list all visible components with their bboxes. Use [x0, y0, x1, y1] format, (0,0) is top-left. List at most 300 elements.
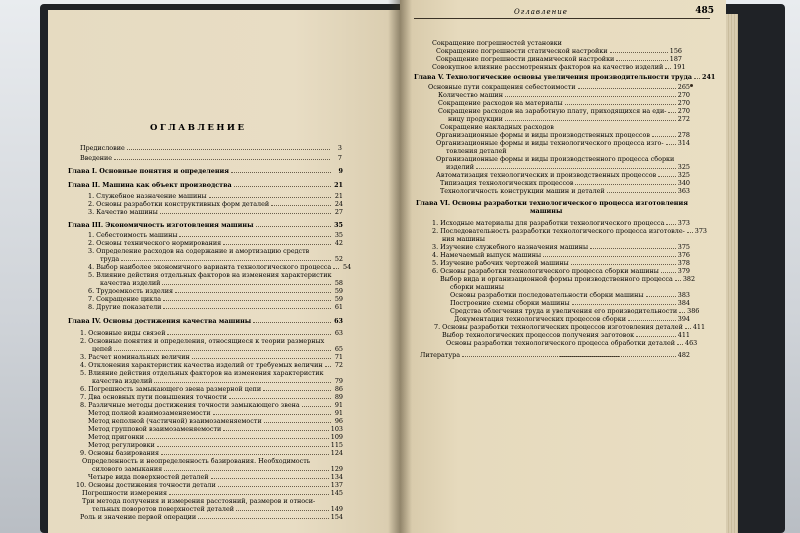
toc-entry-title: Сокращение погрешности динамической настройки: [436, 55, 615, 63]
page-edges: [726, 14, 738, 533]
leader-dots: [157, 446, 329, 447]
toc-page-number: 378: [677, 259, 690, 267]
toc-entry-title: Сокращение погрешности статической настройки: [436, 47, 608, 55]
toc-page-number: 7: [337, 154, 342, 162]
toc-entry: [432, 40, 682, 47]
toc-page-number: 379: [677, 267, 690, 275]
leader-dots: [154, 382, 331, 383]
toc-entry: [100, 256, 343, 263]
toc-entry: [92, 378, 343, 385]
toc-entry: [434, 323, 706, 331]
leader-dots: [505, 96, 676, 97]
toc-page-number: 61: [334, 303, 343, 311]
toc-entry-title: 5. Влияние действия отдельных факторов на изменения характеристик: [88, 271, 332, 279]
toc-page-number: 86: [334, 385, 343, 393]
toc-page-number: 35: [334, 221, 343, 229]
leader-dots: [163, 308, 331, 309]
leader-dots: [192, 358, 331, 359]
toc-page-number: 384: [677, 299, 690, 307]
toc-entry: [446, 164, 690, 171]
toc-entry: [88, 263, 352, 271]
toc-page-number: 383: [677, 291, 690, 299]
toc-entry: [450, 307, 700, 315]
leader-dots: [163, 300, 331, 301]
toc-entry: [436, 48, 682, 55]
toc-entry-title: Три метода получения и измерения расстояний, размеров и относи-: [82, 497, 316, 505]
toc-entry-title: качества изделий: [100, 279, 161, 287]
leader-dots: [213, 414, 331, 415]
toc-entry: [88, 272, 343, 279]
toc-chapter-entry: [530, 208, 590, 215]
leader-dots: [164, 470, 329, 471]
leader-dots: [607, 192, 676, 193]
toc-entry-title: 7. Сокращение цикла: [88, 295, 162, 303]
toc-entry: [88, 209, 343, 216]
book-spine: [388, 0, 412, 533]
running-head-title: Оглавление: [514, 8, 568, 16]
toc-page-number: 363: [677, 187, 690, 195]
toc-page-number: 270: [677, 91, 690, 99]
leader-dots: [628, 320, 676, 321]
toc-entry-title: 1. Основные виды связей: [80, 329, 166, 337]
leader-dots: [167, 334, 331, 335]
toc-entry-title: Метод групповой взаимозаменяемости: [88, 425, 222, 433]
toc-entry-title: Основы разработки технологического процесса обработки деталей: [446, 339, 676, 347]
toc-page-number: 149: [330, 505, 343, 513]
toc-page-number: 124: [330, 449, 343, 457]
toc-entry-title: 3. Изучение служебного назначения машины: [432, 243, 589, 251]
leader-dots: [146, 438, 329, 439]
toc-entry-title: 4. Намечаемый выпуск машины: [432, 251, 542, 259]
toc-entry-title: Введение: [80, 154, 113, 162]
toc-entry: [80, 338, 343, 345]
leader-dots: [679, 312, 685, 313]
toc-entry-title: 9. Основы базирования: [80, 449, 160, 457]
toc-entry-title: труда: [100, 255, 120, 263]
toc-entry-title: Сокращение накладных расходов: [440, 123, 554, 131]
toc-entry: [82, 498, 343, 505]
leader-dots: [575, 184, 675, 185]
toc-page-number: 373: [694, 227, 707, 235]
toc-entry: [80, 362, 343, 369]
leader-dots: [253, 322, 331, 323]
toc-entry: [432, 268, 690, 275]
leader-dots: [572, 304, 676, 305]
toc-entry-title: Определенность и неопределенность базирования. Необходимость: [82, 457, 311, 465]
toc-entry-title: 7. Основы разработки технологических процессов изготовления деталей: [434, 323, 683, 331]
header-rule: [414, 18, 710, 19]
toc-entry: [448, 116, 690, 123]
leader-dots: [161, 454, 329, 455]
leader-dots: [231, 172, 331, 173]
toc-page-number: 3: [337, 144, 342, 152]
toc-entry-title: Четыре вида поверхностей деталей: [88, 473, 209, 481]
toc-entry: [442, 236, 690, 243]
toc-page-number: 314: [677, 139, 690, 147]
toc-entry-title: Средства облегчения труда и увеличения его производительности: [450, 307, 678, 315]
toc-entry-title: Глава III. Экономичность изготовления машины: [68, 221, 254, 229]
toc-page-number: 96: [334, 417, 343, 425]
toc-entry: [432, 260, 690, 267]
leader-dots: [658, 176, 676, 177]
leader-dots: [211, 478, 329, 479]
toc-entry-title: Глава IV. Основы достижения качества машины: [68, 317, 252, 325]
leader-dots: [333, 268, 339, 269]
toc-entry: [80, 330, 343, 337]
toc-entry: [438, 100, 690, 107]
toc-entry-title: 2. Основы технического нормирования: [88, 239, 222, 247]
toc-page-number: 340: [677, 179, 690, 187]
toc-entry-title: Основные пути сокращения себестоимости: [428, 83, 576, 91]
leader-dots: [114, 350, 331, 351]
toc-page-number: 278: [677, 131, 690, 139]
toc-page-number: 411: [692, 323, 706, 331]
toc-entry-title: Автоматизация технологических и производственных процессов: [436, 171, 657, 179]
toc-entry-title: 3. Определение расходов на содержание и амортизацию средств: [88, 247, 310, 255]
toc-entry: [446, 148, 690, 155]
leader-dots: [160, 213, 331, 214]
leader-dots: [571, 264, 676, 265]
leader-dots: [578, 88, 676, 89]
toc-entry-title: Сокращение расходов на материалы: [438, 99, 563, 107]
toc-entry: [80, 402, 343, 409]
toc-entry-title: 3. Качество машины: [88, 208, 158, 216]
toc-page-number: 35: [334, 231, 343, 239]
toc-entry-title: 4. Отклонения характеристик качества изделий от требуемых величин: [80, 361, 323, 369]
toc-page-number: 134: [330, 473, 343, 481]
toc-entry-title: Глава II. Машина как объект производства: [68, 181, 232, 189]
leader-dots: [162, 284, 331, 285]
toc-page-number: 24: [334, 200, 343, 208]
leader-dots: [229, 398, 331, 399]
leader-dots: [179, 236, 331, 237]
toc-page-number: 115: [330, 441, 343, 449]
toc-entry: [88, 474, 343, 481]
leader-dots: [694, 78, 700, 79]
toc-page-number: 154: [330, 513, 343, 521]
toc-entry-title: Типизация технологических процессов: [440, 179, 574, 187]
toc-entry-title: 6. Погрешность замыкающего звена размерной цепи: [80, 385, 262, 393]
toc-entry-title: Метод регулировки: [88, 441, 155, 449]
toc-entry: [80, 450, 343, 457]
toc-page-number: 376: [677, 251, 690, 259]
toc-entry-title: Глава VI. Основы разработки технологического процесса изготовления: [416, 199, 688, 207]
toc-entry: [88, 434, 343, 441]
toc-chapter-entry: [416, 200, 692, 207]
toc-page-number: 52: [334, 255, 343, 263]
toc-page-number: 89: [334, 393, 343, 401]
toc-page-number: 373: [677, 219, 690, 227]
leader-dots: [687, 232, 693, 233]
toc-page-number: 145: [330, 489, 343, 497]
toc-page-number: 265: [677, 83, 690, 91]
toc-entry: [450, 292, 690, 299]
leader-dots: [675, 280, 681, 281]
leader-dots: [652, 136, 676, 137]
leader-dots: [198, 518, 329, 519]
toc-entry-title: 6. Трудоемкость изделия: [88, 287, 174, 295]
toc-entry-title: Технологичность конструкции машин и деталей: [440, 187, 605, 195]
toc-entry-title: Метод полной взаимозаменяемости: [88, 409, 211, 417]
toc-entry-title: тельных поворотов поверхностей деталей: [92, 505, 234, 513]
toc-entry: [80, 370, 343, 377]
leader-dots: [505, 120, 676, 121]
toc-page-number: 21: [334, 181, 343, 189]
toc-entry-title: машины: [530, 207, 563, 215]
toc-page-number: 482: [677, 351, 690, 359]
toc-entry: [92, 506, 343, 513]
leader-dots: [636, 336, 676, 337]
toc-entry: [440, 188, 690, 195]
toc-entry: [432, 252, 690, 259]
toc-entry: [438, 108, 690, 115]
toc-entry-title: Метод неполной (частичной) взаимозаменяемости: [88, 417, 262, 425]
toc-entry: [100, 280, 343, 287]
toc-entry-title: Основы разработки последовательности сборки машины: [450, 291, 644, 299]
toc-page-number: 79: [334, 377, 343, 385]
toc-entry-title: сборки машины: [450, 283, 504, 291]
toc-entry: [82, 458, 343, 465]
toc-page-number: 411: [677, 331, 690, 339]
toc-entry-title: Совокупное влияние рассмотренных факторов на качество изделий: [432, 63, 664, 71]
leader-dots: [236, 510, 329, 511]
toc-entry-title: 6. Основы разработки технологического процесса сборки машины: [432, 267, 659, 275]
toc-page-number: 109: [330, 433, 343, 441]
toc-entry-title: Сокращение расходов на заработную плату, приходящихся на еди-: [438, 107, 667, 115]
toc-page-number: 72: [334, 361, 343, 369]
toc-entry-title: Метод пригонки: [88, 433, 144, 441]
toc-entry-title: 1. Служебное назначение машины: [88, 192, 207, 200]
toc-page-number: 375: [677, 243, 690, 251]
leader-dots: [302, 406, 331, 407]
toc-page-number: 325: [677, 163, 690, 171]
toc-entry: [80, 514, 343, 521]
leader-dots: [263, 390, 331, 391]
toc-entry: [446, 339, 698, 347]
leader-dots: [223, 244, 331, 245]
toc-entry: [438, 92, 690, 99]
leader-dots: [476, 168, 676, 169]
leader-dots: [462, 356, 676, 357]
leader-dots: [543, 256, 676, 257]
leader-dots: [121, 260, 331, 261]
leader-dots: [616, 60, 667, 61]
toc-entry: [80, 386, 343, 393]
toc-entry: [88, 410, 343, 417]
toc-page-number: 59: [334, 287, 343, 295]
toc-entry: [436, 140, 690, 147]
toc-chapter-entry: [68, 168, 343, 175]
toc-entry: [450, 300, 690, 307]
leader-dots: [565, 104, 676, 105]
toc-entry: [440, 275, 696, 283]
toc-page-number: 382: [682, 275, 696, 283]
toc-entry: [432, 63, 686, 71]
ink-blot: [690, 84, 693, 87]
toc-page-number: 27: [334, 208, 343, 216]
leader-dots: [666, 144, 676, 145]
toc-entry-title: 2. Основы разработки конструктивных форм деталей: [88, 200, 270, 208]
toc-entry: [436, 156, 690, 163]
leader-dots: [169, 494, 329, 495]
toc-entry: [88, 418, 343, 425]
toc-entry-title: 5. Влияние действия отдельных факторов на изменения характеристик: [80, 369, 324, 377]
toc-entry-title: 1. Исходные материалы для разработки технологического процесса: [432, 219, 665, 227]
toc-page-number: 63: [334, 317, 343, 325]
toc-page-number: 9: [338, 167, 343, 175]
toc-entry: [80, 354, 343, 361]
toc-entry: [88, 232, 343, 239]
toc-entry: [80, 145, 342, 152]
toc-entry: [92, 346, 343, 353]
toc-entry: [88, 248, 343, 255]
toc-entry-title: Построение схемы сборки машины: [450, 299, 570, 307]
toc-entry: [442, 332, 690, 339]
toc-entry-title: 10. Основы достижения точности детали: [76, 481, 216, 489]
toc-entry: [88, 193, 343, 200]
toc-entry: [80, 155, 342, 162]
toc-page-number: 241: [702, 73, 716, 81]
toc-entry: [88, 288, 343, 295]
toc-entry-title: Организационные формы и виды технологического процесса изго-: [436, 139, 664, 147]
toc-entry-title: 4. Выбор наиболее экономичного варианта технологического процесса: [88, 263, 332, 271]
toc-page-number: 58: [334, 279, 343, 287]
toc-entry-title: 1. Себестоимость машины: [88, 231, 178, 239]
toc-entry-title: изделий: [446, 163, 475, 171]
toc-entry-title: 8. Другие показатели: [88, 303, 162, 311]
leader-dots: [271, 205, 331, 206]
toc-entry: [440, 124, 690, 131]
toc-page-number: 71: [334, 353, 343, 361]
toc-entry: [92, 466, 343, 473]
toc-page-number: 156: [669, 47, 682, 55]
leader-dots: [256, 226, 332, 227]
leader-dots: [661, 272, 676, 273]
toc-entry-title: 2. Последовательность разработки технологического процесса изготовле-: [432, 227, 685, 235]
toc-chapter-entry: [68, 182, 343, 189]
page-number: 485: [695, 6, 714, 16]
leader-dots: [114, 159, 330, 160]
leader-dots: [610, 52, 668, 53]
toc-page-number: 137: [330, 481, 343, 489]
toc-entry-title: 8. Различные методы достижения точности замыкающего звена: [80, 401, 300, 409]
toc-chapter-entry: [68, 318, 343, 325]
toc-page-number: 91: [334, 409, 343, 417]
toc-entry: [88, 296, 343, 303]
toc-entry: [88, 240, 343, 247]
leader-dots: [677, 344, 683, 345]
running-header: [400, 0, 726, 40]
toc-chapter-entry: [414, 73, 716, 81]
toc-page-number: 325: [677, 171, 690, 179]
toc-entry: [88, 442, 343, 449]
leader-dots: [666, 224, 675, 225]
toc-entry-title: Литература: [420, 351, 461, 359]
toc-entry: [428, 84, 690, 91]
toc-entry-title: цепей: [92, 345, 113, 353]
leader-dots: [325, 366, 331, 367]
toc-entry: [450, 284, 690, 291]
toc-entry: [440, 180, 690, 187]
toc-entry: [80, 394, 343, 401]
leader-dots: [234, 186, 331, 187]
toc-entry-title: Сокращение погрешностей установки: [432, 39, 562, 47]
toc-entry-title: 3. Расчет номинальных величин: [80, 353, 190, 361]
toc-entry: [432, 227, 707, 235]
toc-page-number: 386: [687, 307, 700, 315]
toc-entry: [436, 56, 682, 63]
leader-dots: [218, 486, 329, 487]
leader-dots: [223, 430, 329, 431]
leader-dots: [590, 248, 676, 249]
leader-dots: [668, 112, 675, 113]
toc-entry: [88, 201, 343, 208]
toc-entry-title: Погрешности измерения: [82, 489, 168, 497]
toc-page-number: 91: [334, 401, 343, 409]
toc-entry-title: Глава I. Основные понятия и определения: [68, 167, 229, 175]
toc-entry-title: товления деталей: [446, 147, 507, 155]
leader-dots: [127, 149, 330, 150]
toc-entry-title: качества изделий: [92, 377, 153, 385]
toc-page-number: 21: [334, 192, 343, 200]
leader-dots: [209, 197, 331, 198]
toc-entry: [82, 490, 343, 497]
toc-entry-title: Предисловие: [80, 144, 125, 152]
toc-page-number: 129: [330, 465, 343, 473]
toc-page-number: 191: [673, 63, 686, 71]
toc-entry: [76, 482, 343, 489]
toc-page-number: 463: [685, 339, 698, 347]
toc-entry-title: ницу продукции: [448, 115, 503, 123]
toc-page-number: 270: [677, 107, 690, 115]
toc-page-number: 272: [677, 115, 690, 123]
toc-heading: ОГЛАВЛЕНИЕ: [150, 123, 247, 133]
leader-dots: [264, 422, 331, 423]
toc-entry-title: Организационные формы и виды производственных процессов: [436, 131, 650, 139]
toc-entry-title: Роль и значение первой операции: [80, 513, 197, 521]
toc-entry: [88, 426, 343, 433]
toc-entry-title: Количество машин: [438, 91, 503, 99]
toc-entry-title: Выбор технологических процессов получения заготовок: [442, 331, 635, 339]
toc-entry: [436, 172, 690, 179]
toc-entry: [454, 316, 690, 323]
leader-dots: [646, 296, 676, 297]
toc-entry: [432, 220, 690, 227]
toc-entry-title: 2. Основные понятия и определения, относящиеся к теории размерных: [80, 337, 325, 345]
toc-entry: [88, 304, 343, 311]
toc-page-number: 65: [334, 345, 343, 353]
toc-entry-title: Организационные формы и виды производственного процесса сборки: [436, 155, 675, 163]
toc-entry-title: 5. Изучение рабочих чертежей машины: [432, 259, 569, 267]
toc-entry-title: Глава V. Технологические основы увеличения производительности труда: [414, 73, 693, 81]
toc-page-number: 187: [669, 55, 682, 63]
toc-page-number: 42: [334, 239, 343, 247]
toc-page-number: 59: [334, 295, 343, 303]
leader-dots: [685, 328, 691, 329]
toc-entry: [432, 244, 690, 251]
toc-page-number: 394: [677, 315, 690, 323]
leader-dots: [175, 292, 331, 293]
toc-entry: [420, 352, 690, 359]
toc-entry-title: ния машины: [442, 235, 485, 243]
toc-entry-title: силового замыкания: [92, 465, 163, 473]
leader-dots: [665, 68, 671, 69]
toc-entry-title: Выбор вида и организационной формы производственного процесса: [440, 275, 673, 283]
toc-entry: [436, 132, 690, 139]
toc-page-number: 270: [677, 99, 690, 107]
toc-page-number: 63: [334, 329, 343, 337]
toc-entry-title: 7. Два основных пути повышения точности: [80, 393, 227, 401]
